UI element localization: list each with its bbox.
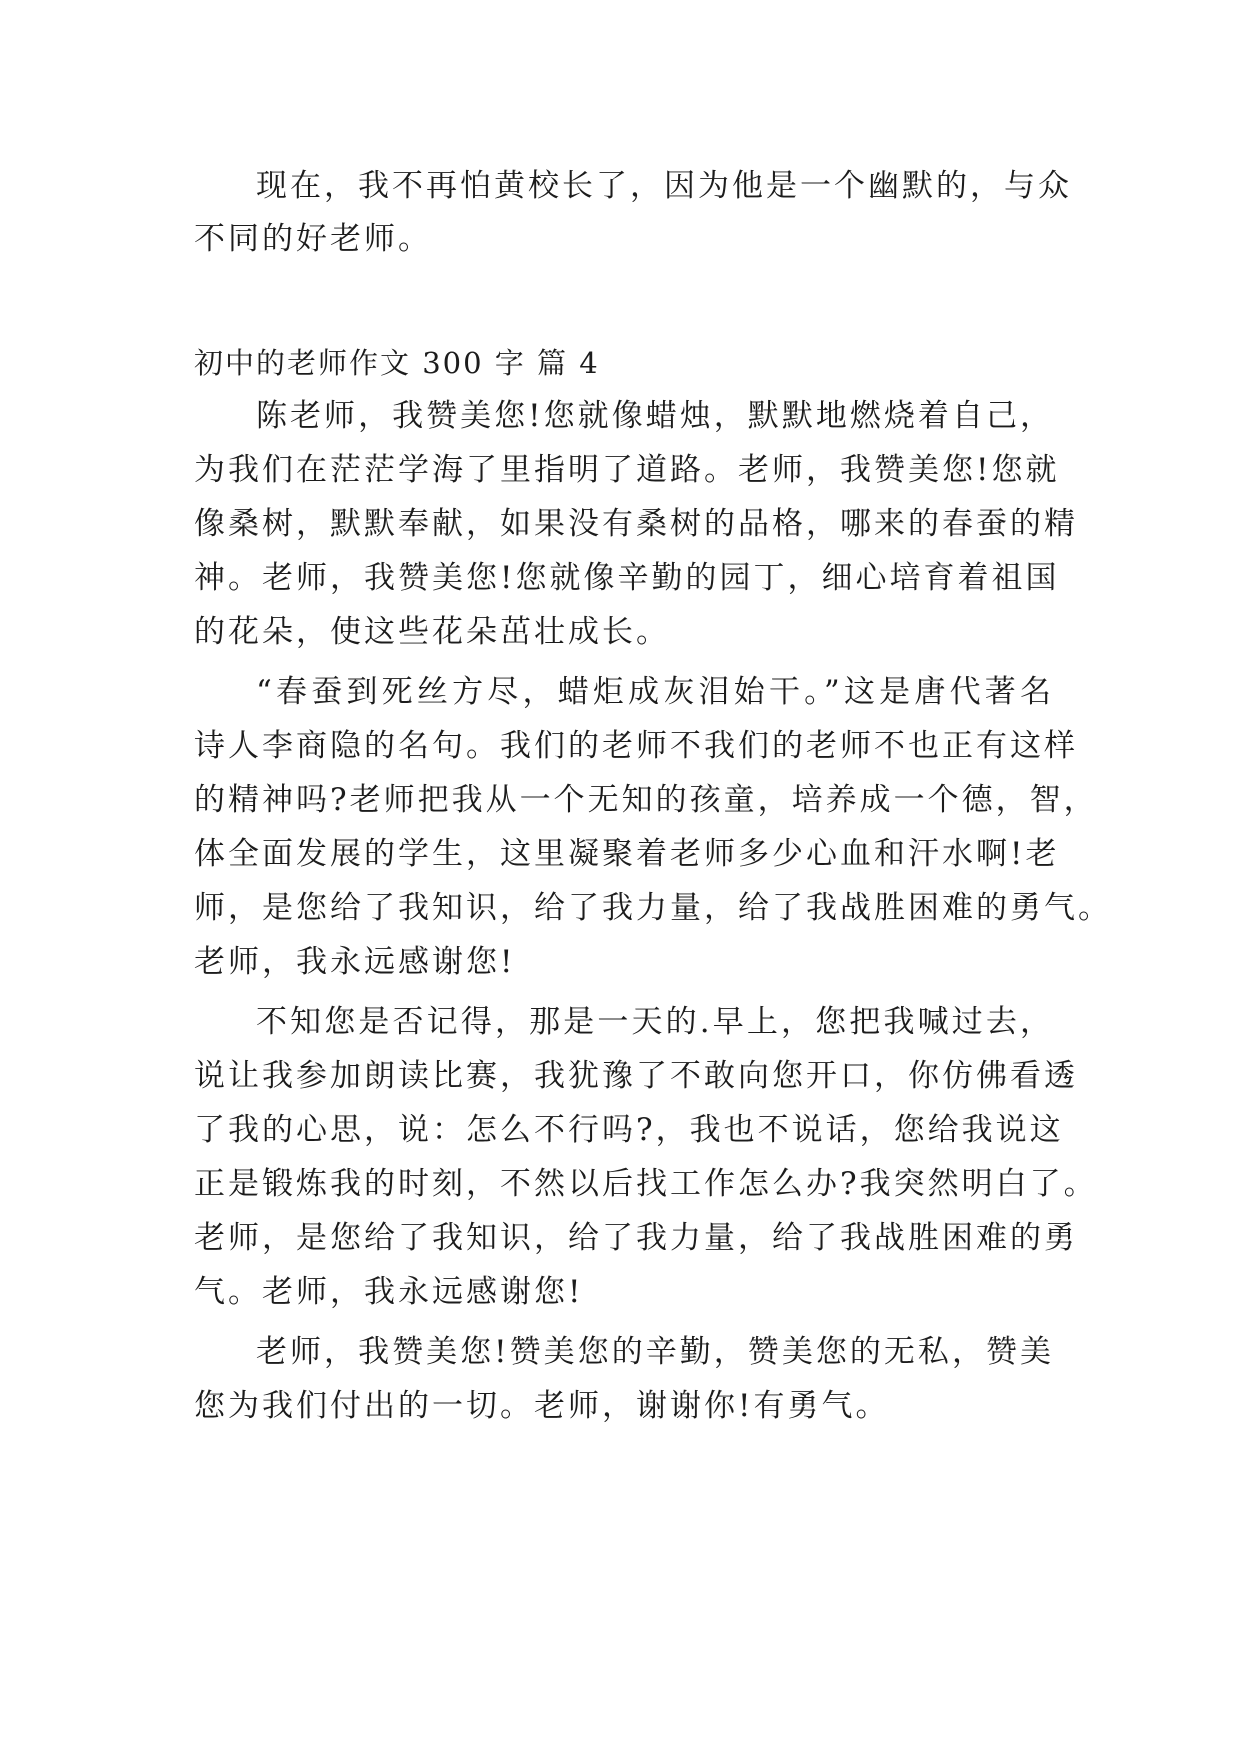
paragraph-line: 说让我参加朗读比赛，我犹豫了不敢向您开口，你仿佛看透 [194, 1058, 1078, 1094]
paragraph-line: 现在，我不再怕黄校长了，因为他是一个幽默的，与众 [256, 168, 1072, 204]
paragraph-line: 老师，我永远感谢您! [194, 944, 516, 980]
paragraph-line: 师，是您给了我知识，给了我力量，给了我战胜困难的勇气。 [194, 890, 1112, 926]
section-title: 初中的老师作文 300 字 篇 4 [194, 346, 600, 380]
paragraph-line: 老师，是您给了我知识，给了我力量，给了我战胜困难的勇 [194, 1220, 1078, 1256]
paragraph-line: 陈老师，我赞美您!您就像蜡烛，默默地燃烧着自己， [256, 398, 1054, 434]
paragraph-line: 老师，我赞美您!赞美您的辛勤，赞美您的无私，赞美 [256, 1334, 1054, 1370]
paragraph-line: 体全面发展的学生，这里凝聚着老师多少心血和汗水啊!老 [194, 836, 1060, 872]
paragraph-line: 像桑树，默默奉献，如果没有桑树的品格，哪来的春蚕的精 [194, 506, 1078, 542]
paragraph-line: 诗人李商隐的名句。我们的老师不我们的老师不也正有这样 [194, 728, 1078, 764]
paragraph-line: 神。老师，我赞美您!您就像辛勤的园丁，细心培育着祖国 [194, 560, 1060, 596]
paragraph-line: 的花朵，使这些花朵茁壮成长。 [194, 614, 670, 650]
paragraph-line: 您为我们付出的一切。老师，谢谢你!有勇气。 [194, 1388, 890, 1424]
paragraph-line: 不知您是否记得，那是一天的.早上，您把我喊过去， [256, 1004, 1054, 1040]
paragraph-line: 为我们在茫茫学海了里指明了道路。老师，我赞美您!您就 [194, 452, 1060, 488]
paragraph-line: 正是锻炼我的时刻，不然以后找工作怎么办?我突然明白了。 [194, 1166, 1098, 1202]
paragraph-line: 了我的心思，说：怎么不行吗?，我也不说话，您给我说这 [194, 1112, 1064, 1148]
paragraph-line: 不同的好老师。 [194, 221, 432, 257]
paragraph-line: 气。老师，我永远感谢您! [194, 1274, 584, 1310]
paragraph-line: “春蚕到死丝方尽，蜡炬成灰泪始干。”这是唐代著名 [256, 674, 1054, 710]
paragraph-line: 的精神吗?老师把我从一个无知的孩童，培养成一个德，智， [194, 782, 1098, 818]
